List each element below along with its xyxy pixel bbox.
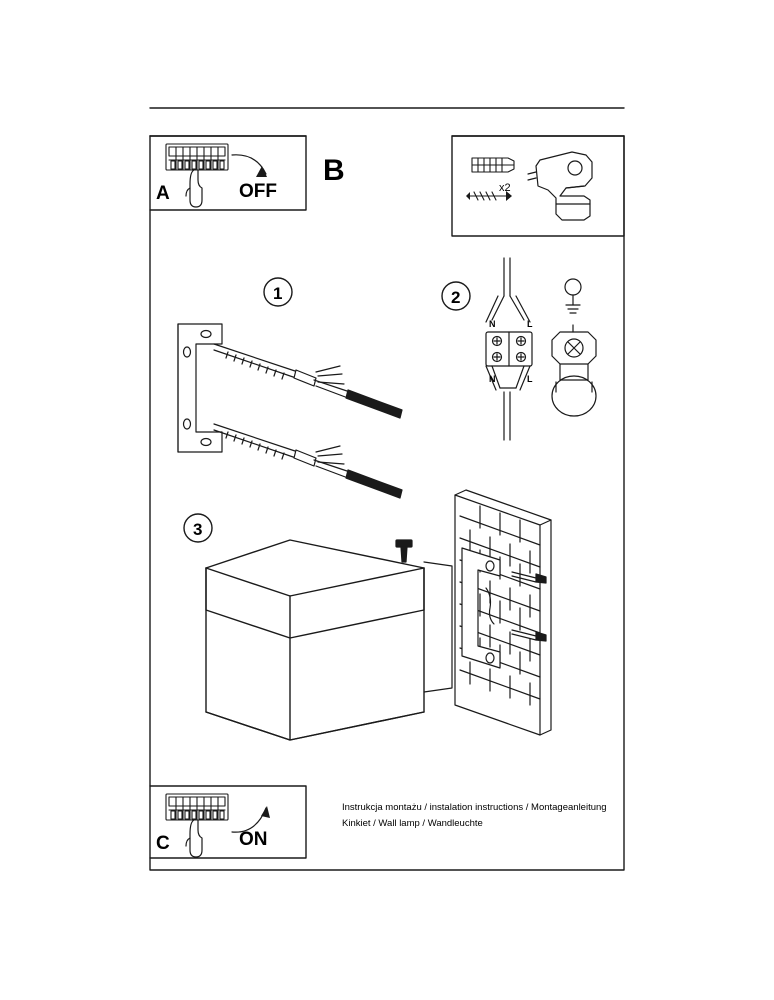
wall-plug-icon (472, 158, 514, 172)
step-3-lamp-mount-arm (424, 562, 452, 692)
step-1-bracket (178, 324, 222, 452)
step-1-wire-lower (214, 424, 402, 498)
panel-c-letter: C (156, 833, 170, 854)
terminal-label-n-top: N (489, 319, 496, 329)
panel-c-hand-icon (186, 820, 202, 857)
step-3-lamp-set-screw (396, 540, 412, 562)
panel-a-breaker-icon (166, 144, 228, 170)
panel-a-letter: A (156, 183, 170, 204)
earth-ground-icon (565, 279, 581, 313)
step-2-number: 2 (451, 288, 461, 307)
lamp-socket-icon (552, 325, 596, 416)
plug-quantity-label: x2 (499, 182, 511, 194)
panel-b-letter: B (323, 154, 345, 187)
panel-c-action-label: ON (239, 829, 268, 850)
footer-line-1: Instrukcja montażu / instalation instructions / Montageanleitung (342, 802, 607, 813)
terminal-label-l-bottom: L (527, 374, 533, 384)
panel-a-arrow-icon (232, 155, 267, 177)
step-3-lamp-cube (206, 540, 424, 740)
panel-a-action-label: OFF (239, 181, 277, 202)
step-2-terminal-block (486, 332, 532, 366)
step-3-number: 3 (193, 520, 203, 539)
terminal-label-n-bottom: N (489, 374, 496, 384)
footer-line-2: Kinkiet / Wall lamp / Wandleuchte (342, 818, 483, 829)
power-drill-icon (528, 152, 592, 220)
terminal-label-l-top: L (527, 319, 533, 329)
main-frame (150, 136, 624, 870)
panel-a-hand-icon (186, 170, 202, 207)
panel-c-breaker-icon (166, 794, 228, 820)
step-1-number: 1 (273, 284, 283, 303)
step-2-wires-top (486, 258, 530, 322)
step-1-wire-upper (214, 344, 402, 418)
